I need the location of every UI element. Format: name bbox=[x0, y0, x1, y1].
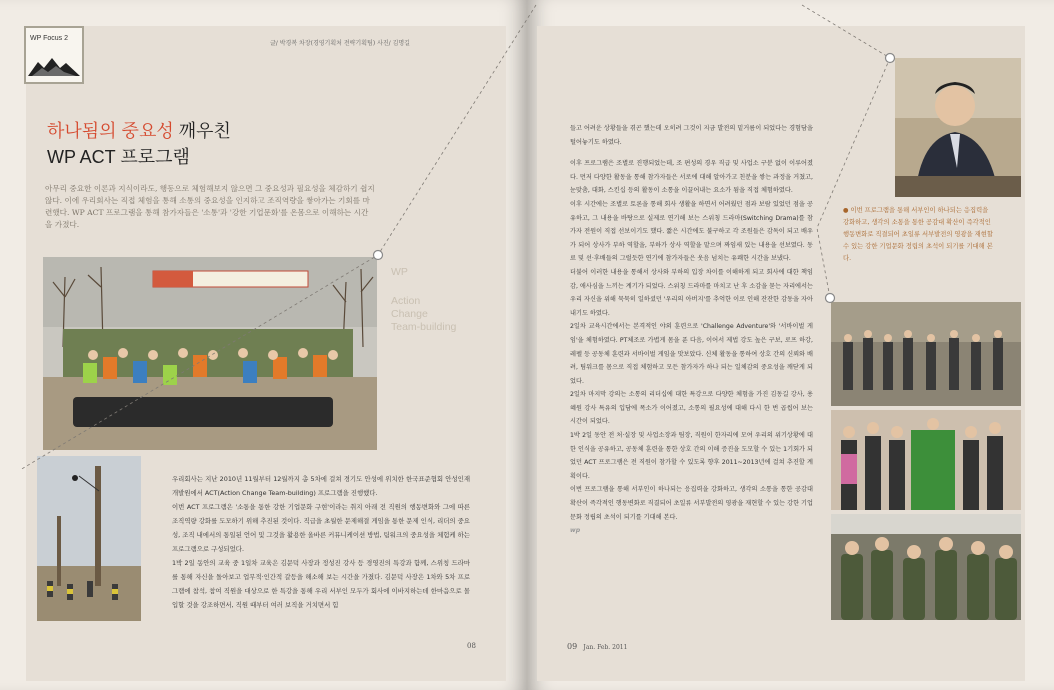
page-number-left: 08 bbox=[467, 642, 476, 650]
side-label-wp: WP bbox=[391, 266, 408, 278]
title-rest: 깨우친 bbox=[173, 121, 231, 141]
section-badge-label: WP Focus 2 bbox=[30, 35, 68, 42]
body-paragraph: 들고 어려운 상황들을 겪곤 했는데 오히려 그것이 지금 발전의 밑거름이 되었다는 경험담을 털어놓기도 하였다. bbox=[570, 125, 813, 146]
body-paragraph: 우리회사는 지난 2010년 11월부터 12월까지 총 5차에 걸쳐 경기도 안성에 위치한 한국표준협회 안성인재개발원에서 ACT(Action Change Team-building) 프로그램을 진행했다. bbox=[172, 475, 470, 497]
title-highlight: 하나됨의 중요성 bbox=[47, 121, 174, 141]
section-badge bbox=[24, 26, 84, 84]
article-intro: 아무리 중요한 이론과 지식이라도, 행동으로 체험해보지 않으면 그 중요성과 필요성을 체감하기 쉽지 않다. 이에 우리회사는 직접 체험을 통해 소통의 중요성을 인지하고 조직역량을 쌓아가는 기회를 마련했다. WP ACT 프로그램을 통해 참가자들은 '소통'과 '강한 기업문화'를 온몸으로 이해하는 시간을 가졌다. bbox=[45, 184, 375, 229]
page-number-right bbox=[567, 642, 627, 651]
page-number: 09 bbox=[567, 642, 578, 651]
body-paragraph: 1박 2일 동안 전 처·실장 및 사업소장과 팀장, 직원이 한자리에 모여 우리의 위기상황에 대한 인식을 공유하고, 공동체 훈련을 통한 상호 간의 이해 증진을 도모할 수 있는 1기회가 되었던 ACT 프로그램은 전 직원이 참가할 수 있도록 향후 2011~2013년에 걸쳐 추진할 계획이다. bbox=[570, 432, 813, 480]
ceo-portrait-photo bbox=[895, 58, 1021, 197]
photo-caption: ● 이번 프로그램을 통해 서부인이 하나되는 응집력을 강화하고, 생각의 소통을 통한 공감대 확산이 즉각적인 행동변화로 직결되어 초일류 서부발전의 영광을 재현할 수 있는 강한 기업문화 정립의 초석이 되기를 기대해 본다. bbox=[843, 207, 993, 262]
indoor-activity-photo bbox=[831, 302, 1021, 406]
right-page bbox=[527, 0, 1054, 690]
body-paragraph: 이번 ACT 프로그램은 '소통을 통한 강한 기업문화 구현'이라는 취지 아래 전 직원의 행동변화와 그에 따른 조직역량 강화를 도모하기 위해 추진된 것이다. 직급을 초월한 문제해결 게임을 통한 문제 인식, 리더의 중요성, 조직 내에서의 통일된 언어 및 그것을 활용한 올바른 커뮤니케이션 방법, 팀워크의 중요성을 체험케 하는 프로그램으로 구성되었다. bbox=[172, 503, 470, 553]
side-label-team: Team-building bbox=[391, 321, 457, 333]
body-column-right bbox=[570, 122, 813, 538]
rope-activity-photo bbox=[37, 456, 141, 621]
body-paragraph: 2일차 마지막 강의는 소통의 리더십에 대한 특강으로 다양한 체험을 가진 김동길 강사, 용혜원 강사 특유의 입담에 폭소가 이어졌고, 소통의 필요성에 대해 다시 한 번 곱씹어 보는 시간이 되었다. bbox=[570, 391, 813, 426]
issue-date: Jan. Feb. 2011 bbox=[583, 644, 628, 651]
side-label-change: Change bbox=[391, 308, 428, 320]
group-cheer-photo bbox=[831, 410, 1021, 510]
mountain-icon bbox=[26, 52, 82, 82]
body-paragraph: 더불어 이러한 내용을 통해서 상사와 부하의 입장 차이를 이해하게 되고 회사에 대한 책임감, 애사심을 느끼는 계기가 되었다. 스위칭 드라마를 마치고 난 후 소감을 묻는 자리에서는 우리 자신을 위해 묵묵히 일하셨던 '우리의 아버지'를 추억한 이로 인해 잔잔한 감동을 자아내기도 하였다. bbox=[570, 268, 813, 317]
article-title bbox=[47, 118, 231, 170]
group-photo bbox=[43, 257, 377, 450]
body-column-left bbox=[172, 472, 470, 612]
title-line2: WP ACT 프로그램 bbox=[47, 147, 190, 167]
side-label-action: Action bbox=[391, 295, 421, 307]
signature-mark: wp bbox=[570, 527, 581, 535]
body-paragraph: 2일차 교육시간에서는 본격적인 야외 훈련으로 'Challenge Adventure'와 '서바이벌 게임'을 체험하였다. PT체조로 가볍게 몸을 푼 다음, 이어서 제법 강도 높은 구보, 로프 하강, 레펠 등 공동체 훈련과 서바이벌 게임을 맛보았다. 신체 활동을 통하여 상호 간의 신뢰와 배려, 팀워크를 몸으로 직접 체험하고 모든 참가자가 하나 되는 일체감의 중요성을 깨닫게 되었다. bbox=[570, 323, 813, 385]
body-paragraph: 1박 2일 동안의 교육 중 1일차 교육은 김문덕 사장과 정성진 강사 등 경영진의 특강과 함께, 스위칭 드라마를 통해 자신을 돌아보고 업무적·인간적 갈등을 해소해 보는 시간을 가졌다. 김문덕 사장은 1차와 5차 프로그램에 참석, 참여 직원을 대상으로 한 특강을 통해 우리 서부인 모두가 회사에 이바지하는데 한마음으로 몰입할 것을 강조하면서, 직원 때부터 여러 보직을 거치면서 힘 bbox=[172, 559, 470, 609]
outdoor-training-photo bbox=[831, 514, 1021, 620]
body-paragraph: 이번 프로그램을 통해 서부인이 하나되는 응집력을 강화하고, 생각의 소통을 통한 공감대 확산이 즉각적인 행동변화로 직결되어 초일류 서부발전의 영광을 재현할 수 있는 강한 기업문화 정립의 초석이 되기를 기대해 본다. bbox=[570, 486, 813, 521]
author-credit: 글/ 박경복 차장(경영기획처 전략기획팀) 사진/ 김명길 bbox=[270, 40, 410, 47]
body-paragraph: 이후 프로그램은 조별로 진행되었는데, 조 편성의 경우 직급 및 사업소 구분 없이 이루어졌다. 먼저 다양한 활동을 통해 참가자들은 서로에 대해 알아가고 친분을 쌓는 과정을 거쳤고, 눈맞춤, 대화, 스킨십 등의 활동이 소통을 이끌어내는 요소가 됨을 직접 체험하였다. bbox=[570, 160, 813, 195]
body-paragraph: 이후 시간에는 조별로 토론을 통해 회사 생활을 하면서 어려웠던 점과 보람 있었던 점을 공유하고, 그 내용을 바탕으로 실제로 연기해 보는 스위칭 드라마(Switching Drama)를 참가자 전원이 직접 선보이기도 했다. 짧은 시간에도 불구하고 각 조원들은 감독이 되고 배우가 되어 상사가 부하 역할을, 부하가 상사 역할을 맡으며 짜임새 있는 내용을 선보였다. 동료 및 선·후배들의 그럴듯한 연기에 참가자들은 웃음 넘치는 유쾌한 시간을 보냈다. bbox=[570, 200, 813, 263]
side-label bbox=[391, 266, 456, 334]
